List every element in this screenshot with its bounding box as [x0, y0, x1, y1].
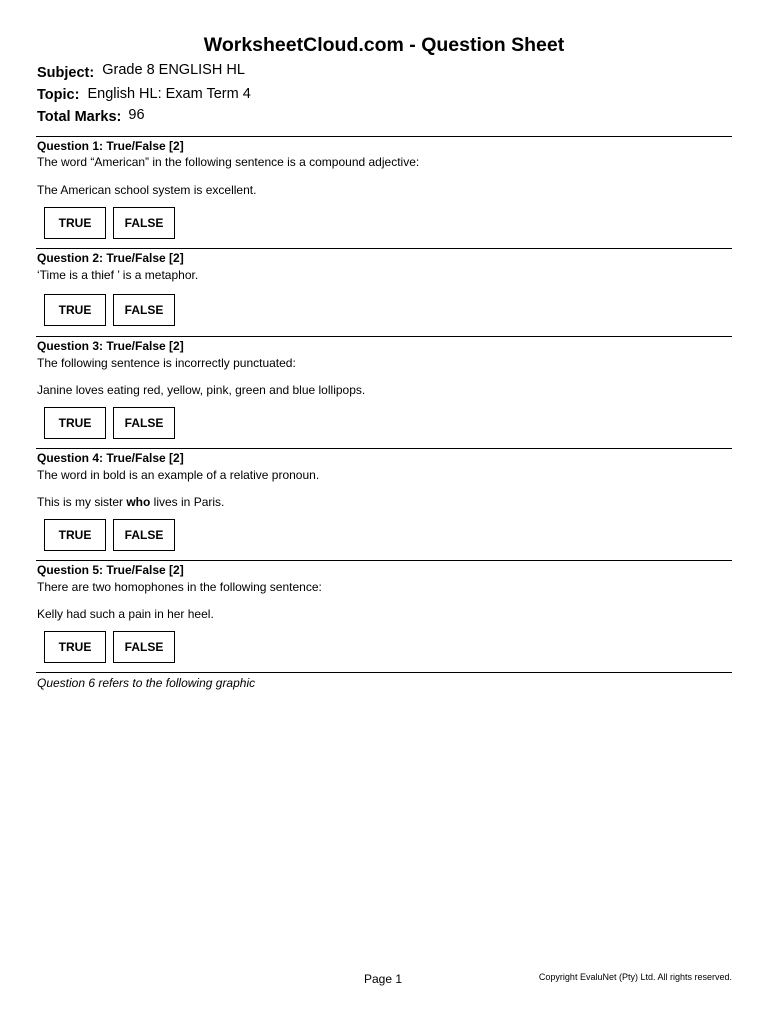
marks-row — [37, 108, 145, 126]
question-5-prompt: There are two homophones in the following sentence: — [37, 580, 322, 594]
question-4-sentence-end: lives in Paris. — [150, 495, 225, 509]
question-2-heading: Question 2: True/False [2] — [37, 251, 184, 265]
question-4-sentence-start: This is my sister — [37, 495, 127, 509]
question-4-prompt: The word in bold is an example of a relative pronoun. — [37, 468, 320, 482]
question-5-false-button[interactable]: FALSE — [113, 631, 175, 663]
marks-value: 96 — [128, 107, 145, 123]
question-2-true-button[interactable]: TRUE — [44, 294, 106, 326]
question-4-sentence — [37, 495, 224, 509]
question-3-true-button[interactable]: TRUE — [44, 407, 106, 439]
question-3-prompt: The following sentence is incorrectly punctuated: — [37, 356, 296, 370]
question-3-sentence: Janine loves eating red, yellow, pink, green and blue lollipops. — [37, 383, 366, 397]
question-5-heading: Question 5: True/False [2] — [37, 563, 184, 577]
divider — [36, 560, 732, 561]
page-title: WorksheetCloud.com - Question Sheet — [203, 34, 565, 56]
question-3-heading: Question 3: True/False [2] — [37, 339, 184, 353]
copyright-notice: Copyright EvaluNet (Pty) Ltd. All rights reserved. — [538, 972, 732, 982]
marks-label: Total Marks: — [37, 109, 122, 125]
question-4-bold-word: who — [126, 495, 151, 509]
topic-row — [37, 86, 251, 104]
subject-row — [37, 64, 245, 82]
question-4-false-button[interactable]: FALSE — [113, 519, 175, 551]
divider — [36, 448, 732, 449]
question-4-heading: Question 4: True/False [2] — [37, 451, 184, 465]
question-2-false-button[interactable]: FALSE — [113, 294, 175, 326]
question-4-true-button[interactable]: TRUE — [44, 519, 106, 551]
subject-value: Grade 8 ENGLISH HL — [102, 62, 245, 78]
question-2-prompt: ‘Time is a thief ’ is a metaphor. — [37, 268, 199, 282]
divider — [36, 136, 732, 137]
question-1-true-button[interactable]: TRUE — [44, 207, 106, 239]
question-5-sentence: Kelly had such a pain in her heel. — [37, 607, 214, 621]
topic-value: English HL: Exam Term 4 — [87, 86, 251, 102]
question-3-false-button[interactable]: FALSE — [113, 407, 175, 439]
page-number: Page 1 — [364, 972, 403, 986]
question-6-note: Question 6 refers to the following graphic — [37, 676, 256, 690]
divider — [36, 336, 732, 337]
question-1-prompt: The word “American” in the following sentence is a compound adjective: — [37, 155, 420, 169]
question-1-heading: Question 1: True/False [2] — [37, 139, 184, 153]
topic-label: Topic: — [37, 87, 80, 103]
question-1-false-button[interactable]: FALSE — [113, 207, 175, 239]
question-5-true-button[interactable]: TRUE — [44, 631, 106, 663]
divider — [36, 248, 732, 249]
question-1-sentence: The American school system is excellent. — [37, 183, 257, 197]
divider — [36, 672, 732, 673]
subject-label: Subject: — [37, 65, 95, 81]
